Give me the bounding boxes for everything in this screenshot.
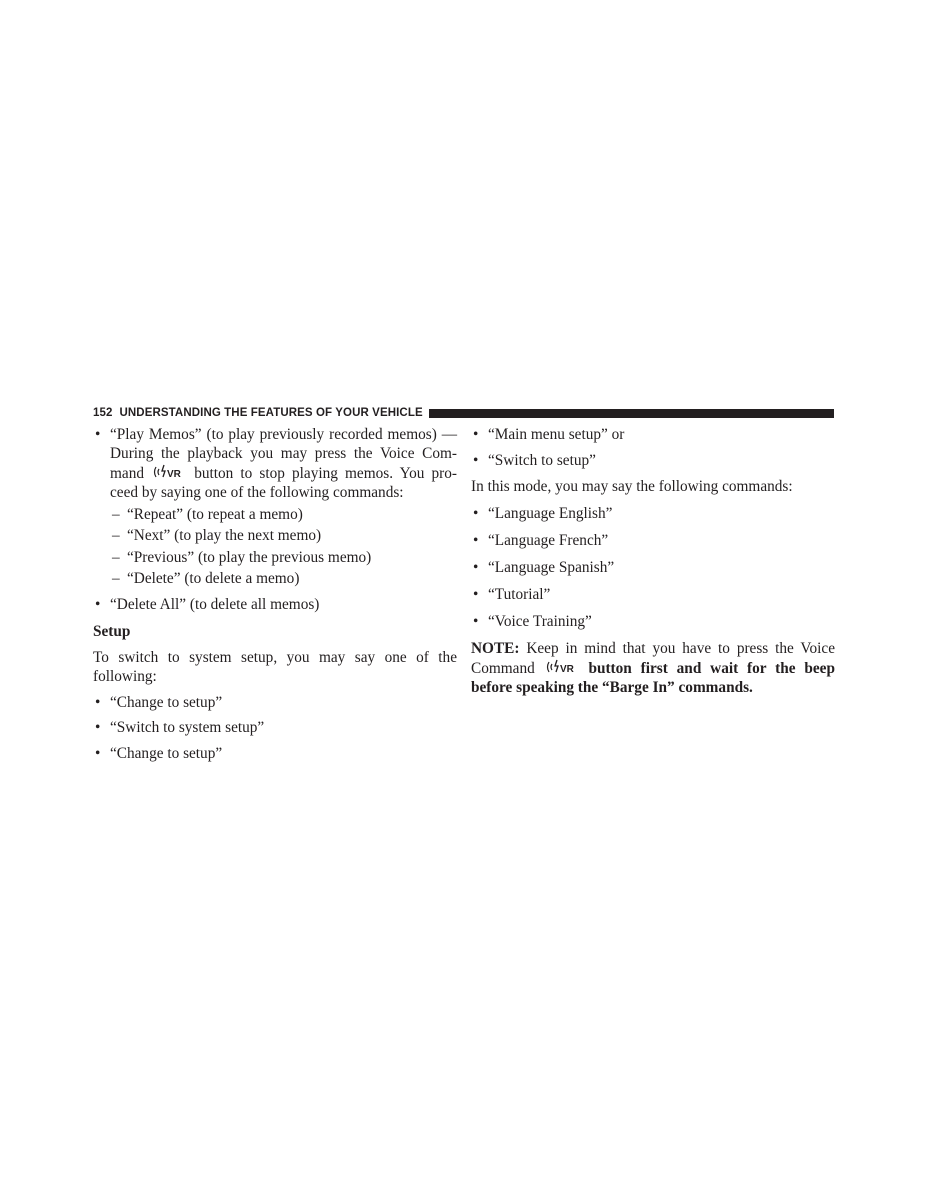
list-item: • “Voice Training” [471, 613, 835, 632]
note-text-1: Keep in mind that you have to press the Voice Command [471, 639, 835, 678]
play-memos-text-2: button to stop playing memos. You pro- ceed by saying one of the following commands: [110, 465, 457, 501]
list-item: – “Previous” (to play the previous memo) [110, 549, 457, 568]
right-column [471, 426, 835, 698]
page-number: 152 [93, 407, 113, 419]
note-paragraph [471, 640, 835, 698]
list-item: • “Switch to setup” [471, 452, 835, 471]
note-label: NOTE: [471, 639, 520, 657]
voice-command-icon [545, 658, 579, 676]
list-item: • “Switch to system setup” [93, 719, 457, 738]
list-item-play-memos [93, 426, 457, 502]
list-item: • “Tutorial” [471, 586, 835, 605]
list-item: • “Change to setup” [93, 694, 457, 713]
page-header [93, 404, 834, 422]
list-item: – “Next” (to play the next memo) [110, 527, 457, 546]
list-item: • “Main menu setup” or [471, 426, 835, 445]
list-item: • “Language English” [471, 505, 835, 524]
setup-heading: Setup [93, 622, 131, 640]
section-title: UNDERSTANDING THE FEATURES OF YOUR VEHICLE [119, 407, 423, 419]
mode-intro: In this mode, you may say the following commands: [471, 478, 793, 496]
voice-command-icon-text: VR [559, 664, 574, 676]
memo-command-list [93, 506, 457, 588]
play-memos-text-1: “Play Memos” (to play previously recorded memos) — During the playback you may press the Voice Com- mand [110, 426, 457, 483]
list-item: • “Language Spanish” [471, 559, 835, 578]
voice-command-icon-text: VR [167, 469, 182, 481]
list-item: – “Delete” (to delete a memo) [110, 570, 457, 589]
list-item: – “Repeat” (to repeat a memo) [110, 506, 457, 525]
list-item: • “Language French” [471, 532, 835, 551]
header-rule [429, 409, 834, 418]
note-text-2: button first and wait for the beep before speaking the “Barge In” commands. [471, 660, 835, 696]
list-item: • “Change to setup” [93, 745, 457, 764]
setup-intro: To switch to system setup, you may say one of the following: [93, 649, 457, 686]
voice-command-icon [152, 463, 186, 481]
list-item-delete-all: • “Delete All” (to delete all memos) [93, 596, 457, 615]
left-column [93, 426, 457, 763]
